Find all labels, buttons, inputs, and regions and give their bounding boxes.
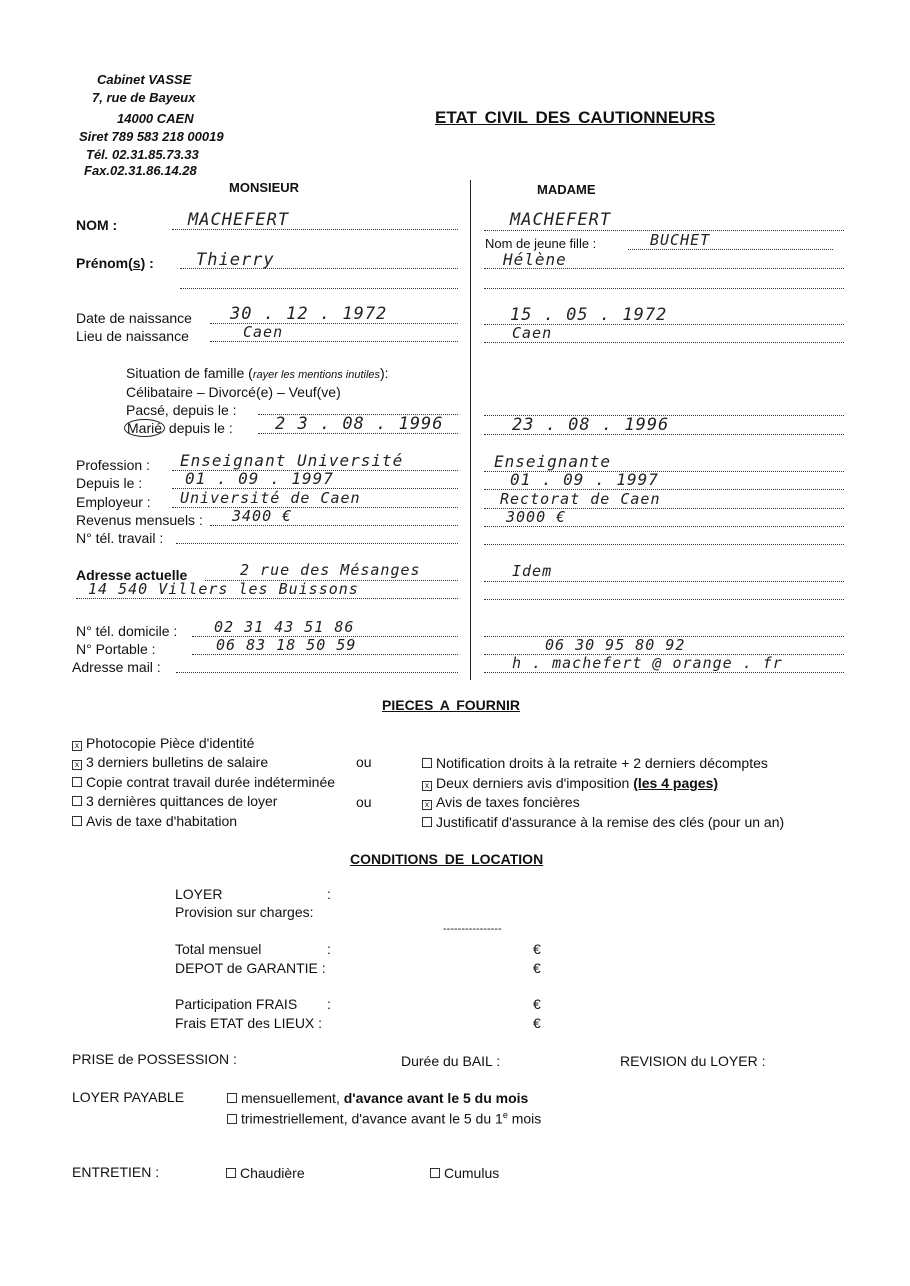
marie-rest: depuis le : <box>165 420 233 436</box>
page-title: ETAT CIVIL DES CAUTIONNEURS <box>435 108 716 127</box>
trimestriel-label: trimestriellement, d'avance avant le 5 du 1 <box>241 1110 503 1127</box>
checkbox-icon[interactable]: x <box>72 741 82 751</box>
label-entretien: ENTRETIEN : <box>72 1164 160 1180</box>
piece-left-item[interactable] <box>72 774 335 790</box>
dotted-line <box>484 599 844 600</box>
dotted-line <box>484 581 844 582</box>
checkbox-icon[interactable] <box>227 1093 237 1103</box>
piece-left-label: Copie contrat travail durée indéterminée <box>86 774 336 790</box>
piece-left-label: Avis de taxe d'habitation <box>86 813 238 829</box>
label-participation: Participation FRAIS <box>175 996 298 1012</box>
agency-city: 14000 CAEN <box>117 111 194 126</box>
label-tel-travail: N° tél. travail : <box>76 530 164 546</box>
piece-right-item[interactable] <box>422 814 784 830</box>
madame-nom-jeune-fille: BUCHET <box>650 231 711 249</box>
monsieur-adresse-1: 2 rue des Mésanges <box>240 561 421 579</box>
option-mensuel[interactable] <box>227 1090 528 1106</box>
checkbox-icon[interactable]: x <box>72 760 82 770</box>
label-portable: N° Portable : <box>76 641 156 657</box>
checkbox-icon[interactable] <box>72 796 82 806</box>
agency-siret: Siret 789 583 218 00019 <box>79 129 224 144</box>
madame-lieu-naissance: Caen <box>512 324 553 342</box>
checkbox-icon[interactable] <box>227 1114 237 1124</box>
dotted-line <box>176 543 458 544</box>
piece-left-item[interactable] <box>72 813 237 829</box>
piece-right-item[interactable] <box>422 775 718 791</box>
option-cumulus[interactable] <box>430 1165 499 1181</box>
agency-street: 7, rue de Bayeux <box>92 90 196 105</box>
piece-right-label: Justificatif d'assurance à la remise des clés (pour un an) <box>436 814 785 830</box>
monsieur-nom: MACHEFERT <box>188 210 290 230</box>
prenom-label-a: Prénom( <box>76 255 133 271</box>
label-nom-jeune-fille: Nom de jeune fille : <box>485 236 597 251</box>
monsieur-employeur: Université de Caen <box>180 489 361 507</box>
label-frais-etat: Frais ETAT des LIEUX : <box>175 1015 323 1031</box>
label-provision: Provision sur charges: <box>175 904 314 920</box>
euro-sign: € <box>533 996 541 1012</box>
label-profession: Profession : <box>76 457 150 473</box>
label-employeur: Employeur : <box>76 494 151 510</box>
label-mail: Adresse mail : <box>72 659 161 675</box>
label-adresse: Adresse actuelle <box>76 567 188 583</box>
trimestriel-sup: e <box>502 1110 508 1120</box>
piece-left-label: 3 dernières quittances de loyer <box>86 793 278 809</box>
situation-label-end: ): <box>380 365 389 381</box>
dotted-line <box>192 654 458 655</box>
pieces-title: PIECES A FOURNIR <box>382 697 520 713</box>
cumulus-label: Cumulus <box>444 1165 500 1181</box>
label-revenus: Revenus mensuels : <box>76 512 203 528</box>
label-loyer-payable: LOYER PAYABLE <box>72 1089 185 1105</box>
checkbox-icon[interactable] <box>72 816 82 826</box>
option-chaudiere[interactable] <box>226 1165 305 1181</box>
marie-circled: Marié <box>124 419 165 437</box>
header-madame: MADAME <box>537 182 596 197</box>
situation-note: rayer les mentions inutiles <box>252 369 381 381</box>
checkbox-icon[interactable] <box>226 1168 236 1178</box>
piece-left-label: Photocopie Pièce d'identité <box>86 735 255 751</box>
label-prise-possession: PRISE de POSSESSION : <box>72 1051 237 1067</box>
piece-right-label: Deux derniers avis d'imposition <box>436 775 634 791</box>
dotted-line <box>210 341 458 342</box>
monsieur-portable: 06 83 18 50 59 <box>216 636 357 654</box>
agency-fax: Fax.02.31.86.14.28 <box>84 163 197 178</box>
dotted-line <box>180 288 458 289</box>
piece-left-item[interactable] <box>72 793 277 809</box>
piece-left-item[interactable] <box>72 754 268 770</box>
madame-date-naissance: 15 . 05 . 1972 <box>510 305 668 325</box>
trimestriel-end: mois <box>507 1110 542 1127</box>
option-trimestriel[interactable] <box>227 1110 541 1127</box>
madame-marie-depuis: 23 . 08 . 1996 <box>512 415 670 435</box>
piece-right-item[interactable] <box>422 755 768 771</box>
monsieur-prenom: Thierry <box>196 250 275 270</box>
agency-name: Cabinet VASSE <box>97 72 192 87</box>
ou-label: ou <box>356 754 372 770</box>
dotted-line <box>176 672 458 673</box>
euro-sign: € <box>533 960 541 976</box>
situation-label: Situation de famille ( <box>126 365 253 381</box>
mensuel-label: mensuellement, <box>241 1090 344 1106</box>
colon: : <box>327 886 331 902</box>
madame-depuis: 01 . 09 . 1997 <box>510 470 659 489</box>
monsieur-revenus: 3400 € <box>232 507 293 525</box>
dotted-line <box>484 288 844 289</box>
monsieur-date-naissance: 30 . 12 . 1972 <box>230 304 388 324</box>
euro-sign: € <box>533 941 541 957</box>
checkbox-icon[interactable] <box>72 777 82 787</box>
madame-mail: h . machefert @ orange . fr <box>512 654 783 672</box>
dotted-line <box>484 672 844 673</box>
header-monsieur: MONSIEUR <box>229 180 300 195</box>
dotted-line <box>484 342 844 343</box>
chaudiere-label: Chaudière <box>240 1165 305 1181</box>
label-total: Total mensuel <box>175 941 262 957</box>
checkbox-icon[interactable]: x <box>422 781 432 791</box>
piece-right-item[interactable] <box>422 794 580 810</box>
ou-label: ou <box>356 794 372 810</box>
label-pacse: Pacsé, depuis le : <box>126 402 237 418</box>
madame-adresse-1: Idem <box>512 562 553 580</box>
piece-right-label: Notification droits à la retraite + 2 derniers décomptes <box>436 755 768 771</box>
colon: : <box>327 941 331 957</box>
label-duree-bail: Durée du BAIL : <box>401 1053 501 1069</box>
dotted-line <box>76 598 458 599</box>
madame-employeur: Rectorat de Caen <box>500 490 661 508</box>
checkbox-icon[interactable]: x <box>422 800 432 810</box>
column-divider <box>470 180 471 680</box>
monsieur-marie-depuis: 2 3 . 08 . 1996 <box>275 414 444 434</box>
prenom-label-b: ) : <box>140 255 154 271</box>
madame-profession: Enseignante <box>494 452 611 471</box>
dotted-line <box>484 526 844 527</box>
label-date-naissance: Date de naissance <box>76 310 192 326</box>
colon: : <box>327 996 331 1012</box>
label-loyer: LOYER <box>175 886 223 902</box>
label-nom: NOM : <box>76 217 118 233</box>
madame-portable: 06 30 95 80 92 <box>545 636 686 654</box>
monsieur-adresse-2: 14 540 Villers les Buissons <box>88 580 359 598</box>
prenom-label-s: s <box>132 255 141 271</box>
dotted-line <box>210 525 458 526</box>
monsieur-profession: Enseignant Université <box>180 451 404 470</box>
euro-sign: € <box>533 1015 541 1031</box>
conditions-title: CONDITIONS DE LOCATION <box>350 851 544 867</box>
dotted-line <box>484 544 844 545</box>
dotted-line <box>628 249 833 250</box>
checkbox-icon[interactable] <box>430 1168 440 1178</box>
checkbox-icon[interactable] <box>422 817 432 827</box>
madame-revenus: 3000 € <box>506 508 567 526</box>
label-situation <box>126 365 389 381</box>
monsieur-depuis: 01 . 09 . 1997 <box>185 469 334 488</box>
label-tel-domicile: N° tél. domicile : <box>76 623 178 639</box>
label-depuis: Depuis le : <box>76 475 143 491</box>
checkbox-icon[interactable] <box>422 758 432 768</box>
madame-nom: MACHEFERT <box>510 210 612 230</box>
label-celibataire: Célibataire – Divorcé(e) – Veuf(ve) <box>126 384 341 400</box>
piece-left-item[interactable] <box>72 735 254 751</box>
agency-tel: Tél. 02.31.85.73.33 <box>86 147 199 162</box>
monsieur-tel-domicile: 02 31 43 51 86 <box>214 618 355 636</box>
mensuel-bold: d'avance avant le 5 du mois <box>343 1090 529 1106</box>
label-marie <box>124 420 233 436</box>
label-revision-loyer: REVISION du LOYER : <box>620 1053 766 1069</box>
madame-prenom: Hélène <box>503 250 567 269</box>
monsieur-lieu-naissance: Caen <box>243 323 284 341</box>
piece-left-label: 3 derniers bulletins de salaire <box>86 754 269 770</box>
dotted-line <box>172 507 458 508</box>
separator: ---------------- <box>443 923 502 935</box>
label-depot: DEPOT de GARANTIE : <box>175 960 326 976</box>
piece-right-label: Avis de taxes foncières <box>436 794 580 810</box>
label-prenom <box>76 255 154 271</box>
les-4-pages: (les 4 pages) <box>633 775 719 791</box>
label-lieu-naissance: Lieu de naissance <box>76 328 189 344</box>
